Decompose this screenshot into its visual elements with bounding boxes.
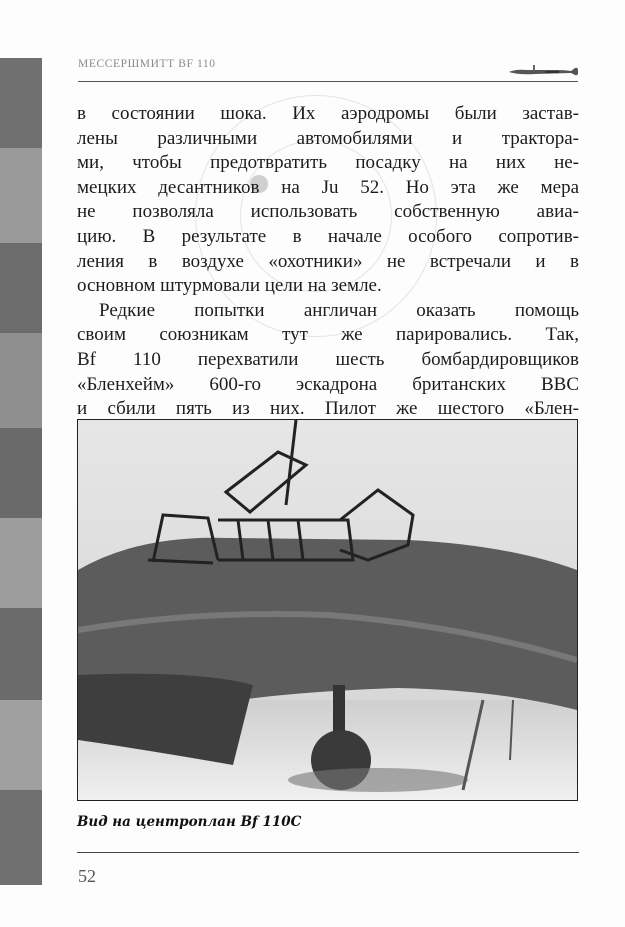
text-line: в состоянии шока. Их аэродромы были застав- bbox=[77, 103, 579, 124]
side-strip-band bbox=[0, 428, 42, 518]
footer-rule bbox=[77, 852, 579, 853]
side-strip-band bbox=[0, 700, 42, 790]
side-strip-band bbox=[0, 148, 42, 243]
side-strip-band bbox=[0, 518, 42, 608]
text-line: основном штурмовали цели на земле. bbox=[77, 275, 382, 297]
aircraft-photo-illustration bbox=[78, 420, 577, 800]
page-number: 52 bbox=[78, 866, 96, 886]
side-strip-band bbox=[0, 58, 42, 148]
paragraph-1 bbox=[77, 102, 579, 299]
side-strip-band bbox=[0, 790, 42, 885]
header-rule bbox=[78, 81, 578, 82]
paragraph-2 bbox=[77, 299, 579, 422]
text-line: Bf 110 перехватили шесть бомбардировщиков bbox=[77, 348, 579, 370]
side-strip-band bbox=[0, 608, 42, 700]
figure-caption: Вид на центроплан Bf 110C bbox=[77, 814, 302, 830]
text-line: ми, чтобы предотвратить посадку на них не- bbox=[77, 152, 579, 174]
text-line: лены различными автомобилями и трактора- bbox=[77, 127, 579, 149]
text-line: ления в воздухе «охотники» не встречали и в bbox=[77, 250, 579, 272]
side-strip-band bbox=[0, 243, 42, 333]
text-line: цию. В результате в начале особого сопротив- bbox=[77, 225, 579, 247]
text-line: своим союзникам тут же парировались. Так, bbox=[77, 324, 579, 346]
text-line: мецких десантников на Ju 52. Но эта же мера bbox=[77, 176, 579, 198]
running-header-title: МЕССЕРШМИТТ BF 110 bbox=[78, 58, 216, 70]
text-line: и сбили пять из них. Пилот же шестого «Блен- bbox=[77, 398, 579, 420]
figure-photo bbox=[77, 419, 578, 801]
body-text bbox=[77, 102, 579, 422]
side-strip-band bbox=[0, 333, 42, 428]
aircraft-silhouette-icon bbox=[505, 62, 581, 80]
text-line: «Бленхейм» 600-го эскадрона британских ВВС bbox=[77, 373, 579, 395]
text-line: не позволяла использовать собственную авиа- bbox=[77, 201, 579, 223]
text-line: Редкие попытки англичан оказать помощь bbox=[99, 299, 579, 321]
